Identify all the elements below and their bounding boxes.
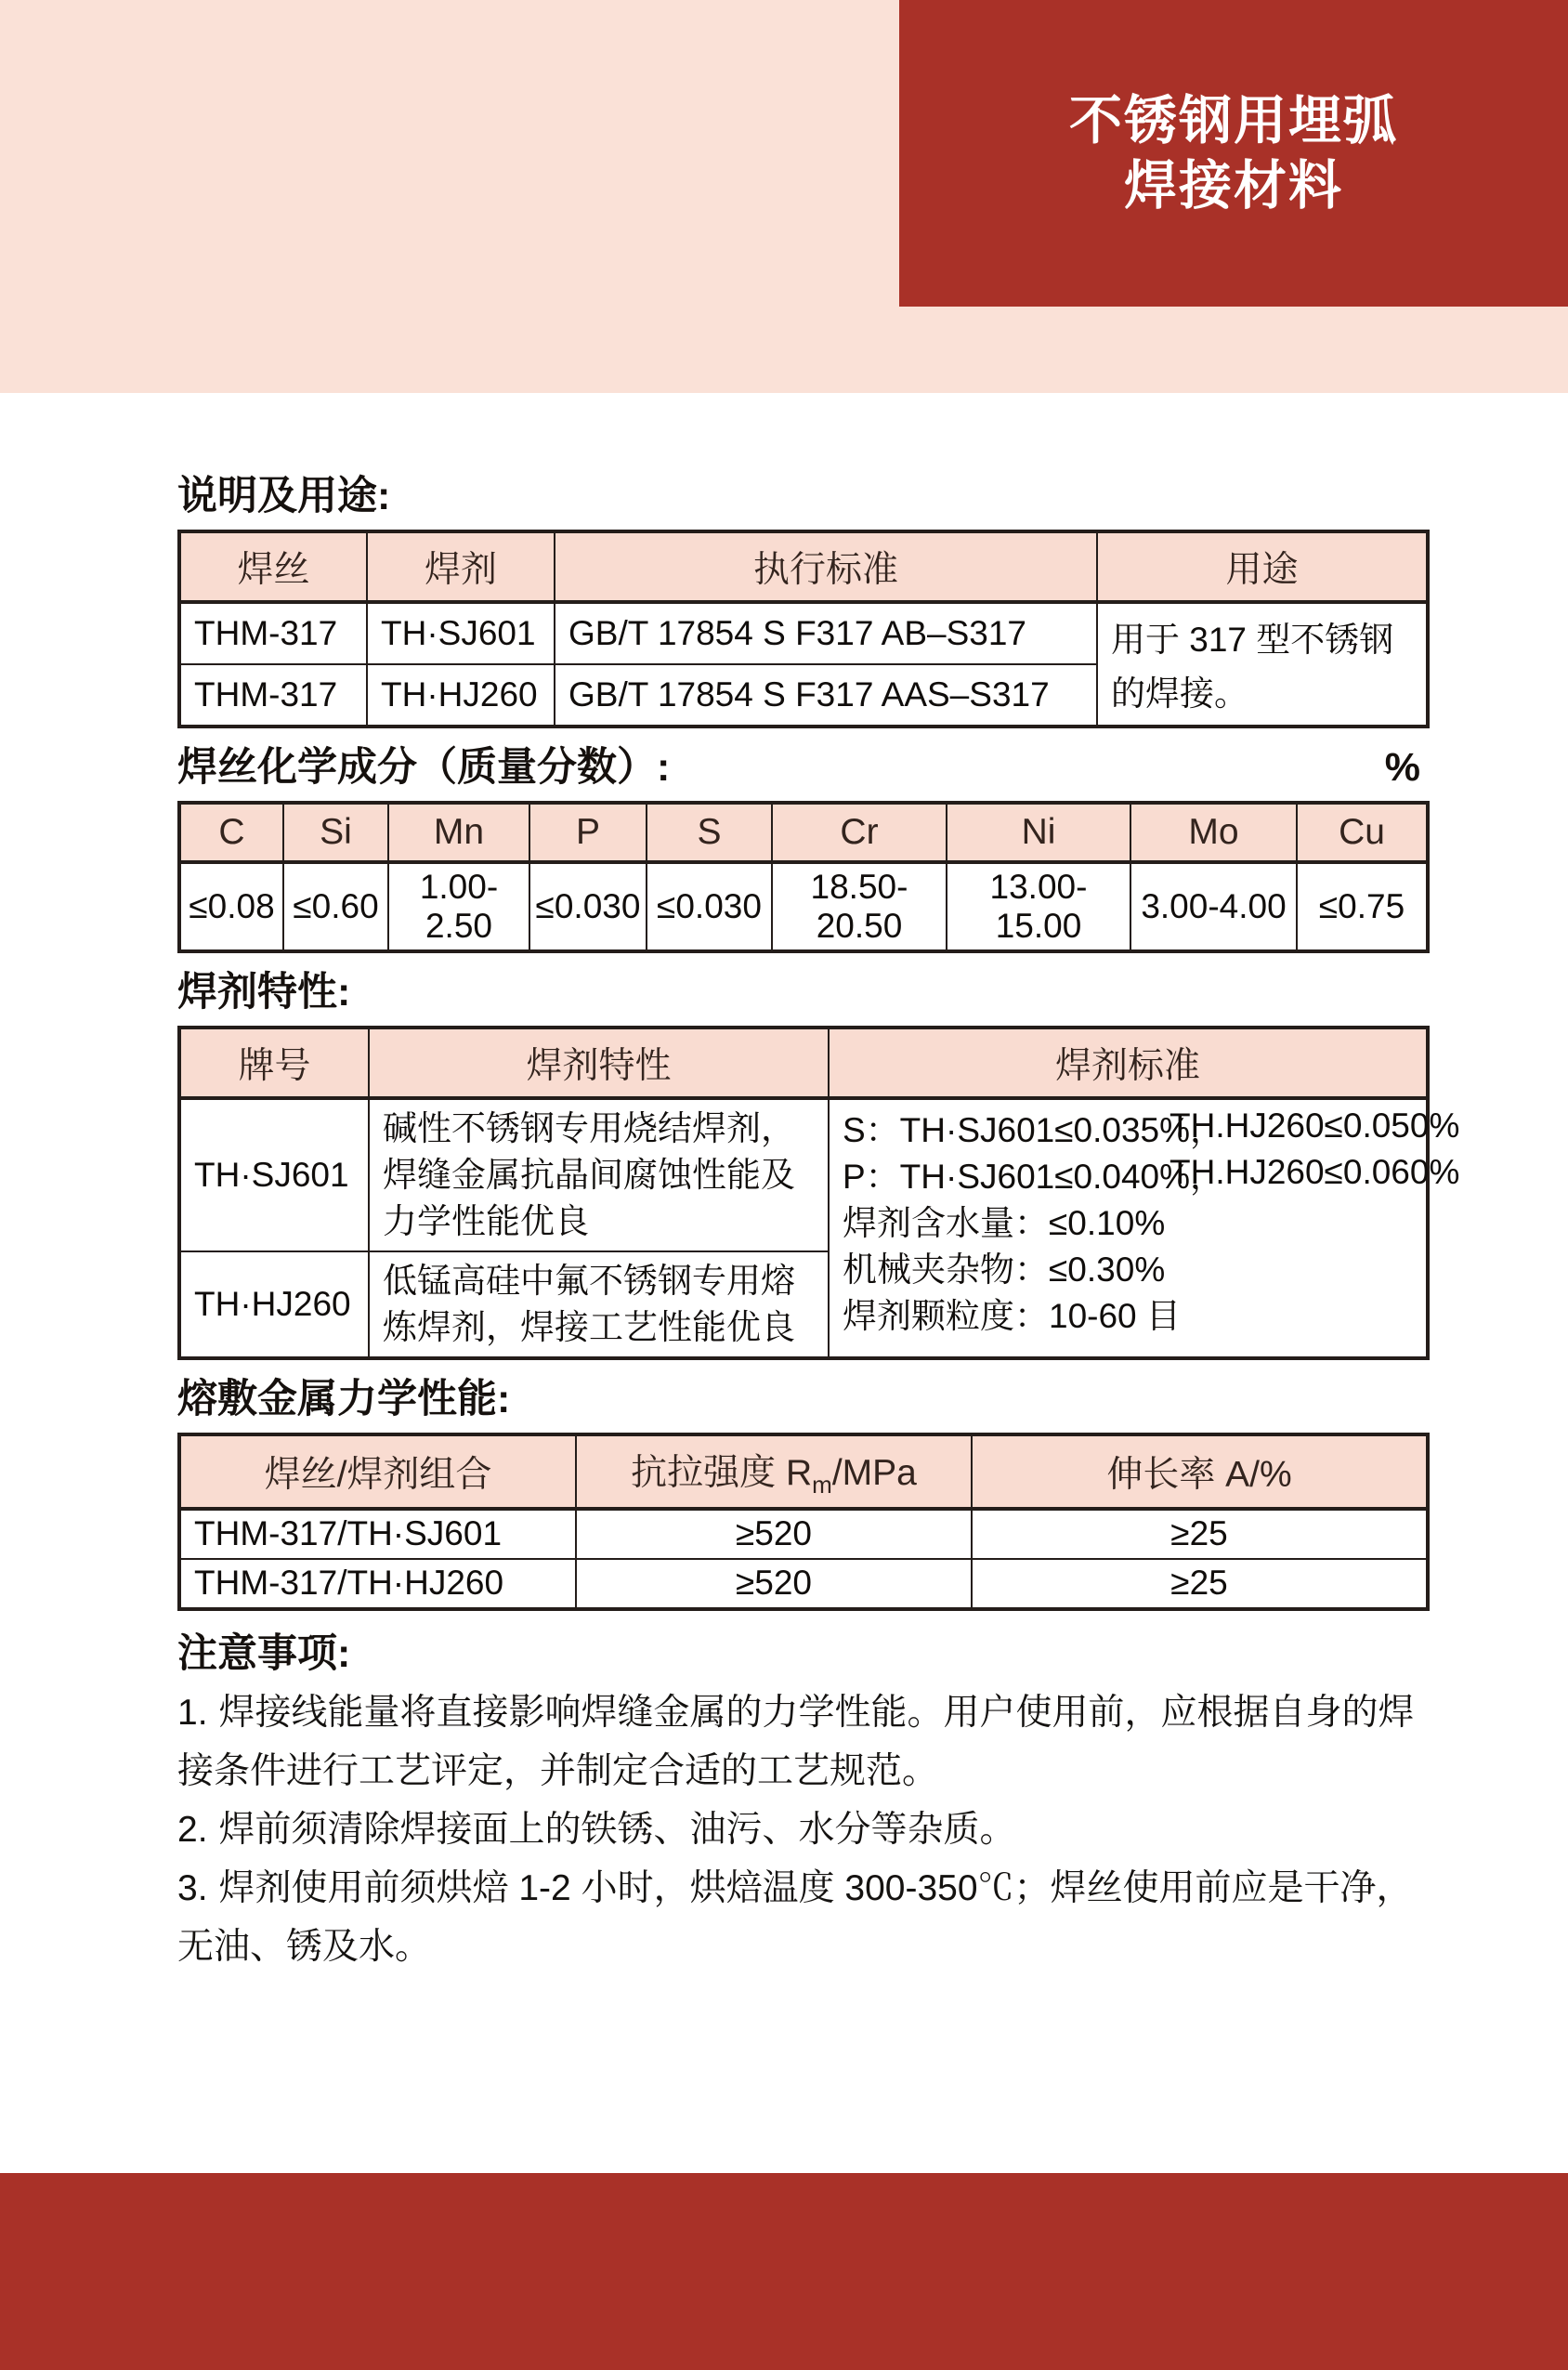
usage-cell-flux-2: TH·HJ260 [367,664,555,727]
table-row [179,602,1428,664]
usage-cell-wire-2: THM-317 [179,664,367,727]
flux-desc-2: 低锰高硅中氟不锈钢专用熔炼焊剂，焊接工艺性能优良 [369,1251,829,1358]
flux-header-brand: 牌号 [179,1028,369,1098]
composition-value-ni: 13.00-15.00 [947,862,1130,951]
flux-standard-p-left: P：TH·SJ601≤0.040%， [843,1158,1225,1196]
note-text-2: 焊前须清除焊接面上的铁锈、油污、水分等杂质。 [218,1809,1016,1850]
flux-standard-line-s [843,1106,1460,1154]
content-column [177,472,1460,1976]
brand-title-line2: 焊接材料 [1124,156,1343,216]
flux-desc-1: 碱性不锈钢专用烧结焊剂，焊缝金属抗晶间腐蚀性能及力学性能优良 [369,1098,829,1251]
mechanical-table [177,1433,1430,1611]
flux-standard-s-right: TH.HJ260≤0.050% [1169,1106,1460,1145]
flux-brand-2: TH·HJ260 [179,1251,369,1358]
tensile-label-subscript: m [812,1470,832,1499]
flux-standard-grain: 焊剂颗粒度：10-60 目 [843,1297,1181,1335]
usage-header-flux: 焊剂 [367,531,555,602]
flux-standard-water: 焊剂含水量：≤0.10% [843,1204,1166,1242]
mechanical-combo-2: THM-317/TH·HJ260 [179,1559,576,1609]
composition-value-p: ≤0.030 [529,862,647,951]
flux-standard-p-right: TH.HJ260≤0.060% [1169,1153,1460,1191]
note-item-1 [177,1683,1426,1800]
table-row [179,862,1428,951]
mechanical-title-row [177,1375,1426,1433]
mechanical-header-row [179,1434,1428,1509]
notes-section-title: 注意事项: [177,1630,351,1676]
composition-value-c: ≤0.08 [179,862,283,951]
mechanical-tensile-2: ≥520 [576,1559,972,1609]
composition-header-row [179,803,1428,862]
composition-value-s: ≤0.030 [647,862,772,951]
usage-cell-standard-1: GB/T 17854 S F317 AB–S317 [555,602,1097,664]
table-row [179,1098,1428,1251]
composition-header-ni: Ni [947,803,1130,862]
note-number-1: 1. [177,1692,208,1733]
flux-header-standard: 焊剂标准 [829,1028,1428,1098]
usage-header-purpose: 用途 [1097,531,1428,602]
usage-cell-wire-1: THM-317 [179,602,367,664]
footer-red-band [0,2173,1568,2370]
usage-table [177,530,1430,728]
tensile-label-prefix: 抗拉强度 R [631,1453,813,1493]
note-text-1: 焊接线能量将直接影响焊缝金属的力学性能。用户使用前，应根据自身的焊接条件进行工艺评定，并制定合适的工艺规范。 [177,1692,1415,1791]
usage-header-row [179,531,1428,602]
usage-cell-flux-1: TH·SJ601 [367,602,555,664]
mechanical-header-tensile [576,1434,972,1509]
flux-standard-s-left: S：TH·SJ601≤0.035%， [843,1111,1225,1149]
composition-value-mo: 3.00-4.00 [1130,862,1297,951]
table-row [179,1559,1428,1609]
note-item-3 [177,1859,1426,1976]
flux-standard-line-grain [843,1293,1417,1340]
mechanical-combo-1: THM-317/TH·SJ601 [179,1509,576,1559]
flux-header-character: 焊剂特性 [369,1028,829,1098]
composition-section-title: 焊丝化学成分（质量分数）: [177,745,671,790]
flux-brand-1: TH·SJ601 [179,1098,369,1251]
usage-cell-standard-2: GB/T 17854 S F317 AAS–S317 [555,664,1097,727]
mechanical-header-combo: 焊丝/焊剂组合 [179,1434,576,1509]
composition-header-si: Si [283,803,388,862]
composition-title-row [177,743,1426,801]
composition-header-c: C [179,803,283,862]
mechanical-tensile-1: ≥520 [576,1509,972,1559]
usage-cell-purpose: 用于 317 型不锈钢的焊接。 [1097,602,1428,727]
flux-table [177,1026,1460,1360]
composition-unit: % [1384,745,1420,790]
composition-header-mo: Mo [1130,803,1297,862]
table-row [179,1509,1428,1559]
mechanical-section-title: 熔敷金属力学性能: [177,1377,511,1421]
mechanical-elongation-2: ≥25 [972,1559,1428,1609]
flux-title-row [177,968,1426,1026]
composition-header-s: S [647,803,772,862]
mechanical-header-elongation: 伸长率 A/% [972,1434,1428,1509]
brand-title-line1: 不锈钢用埋弧 [1069,91,1398,151]
flux-standard-line-inclusion [843,1247,1417,1293]
flux-standard-line-p [843,1153,1460,1200]
composition-value-mn: 1.00-2.50 [388,862,529,951]
flux-standard-cell [829,1098,1460,1358]
composition-header-cu: Cu [1297,803,1428,862]
usage-header-wire: 焊丝 [179,531,367,602]
composition-value-si: ≤0.60 [283,862,388,951]
flux-standard-inclusion: 机械夹杂物：≤0.30% [843,1250,1166,1289]
note-item-2 [177,1800,1426,1859]
note-number-2: 2. [177,1809,208,1850]
usage-section-title: 说明及用途: [177,474,391,518]
composition-value-cu: ≤0.75 [1297,862,1428,951]
flux-standard-line-water [843,1200,1417,1247]
usage-header-standard: 执行标准 [555,531,1097,602]
composition-value-cr: 18.50-20.50 [772,862,947,951]
note-text-3: 焊剂使用前须烘焙 1-2 小时，烘焙温度 300-350℃；焊丝使用前应是干净，无油、锈及水。 [177,1867,1413,1967]
composition-header-cr: Cr [772,803,947,862]
flux-section-title: 焊剂特性: [177,970,351,1015]
brand-banner [899,0,1568,307]
tensile-label-suffix: /MPa [831,1453,917,1493]
note-number-3: 3. [177,1867,208,1908]
composition-table [177,801,1430,953]
mechanical-elongation-1: ≥25 [972,1509,1428,1559]
composition-header-mn: Mn [388,803,529,862]
composition-header-p: P [529,803,647,862]
flux-header-row [179,1028,1428,1098]
